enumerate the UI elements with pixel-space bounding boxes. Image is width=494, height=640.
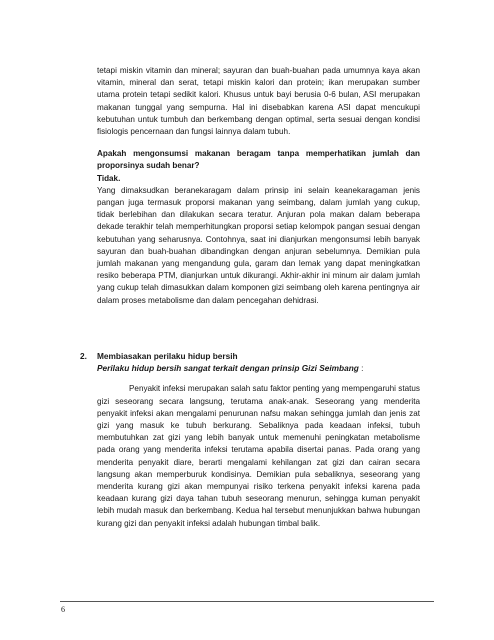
answer-heading: Tidak. <box>97 173 121 183</box>
section-heading <box>80 350 420 362</box>
section-subtitle <box>97 362 420 374</box>
numbered-section <box>80 350 420 530</box>
section-title: Membiasakan perilaku hidup bersih <box>97 351 238 361</box>
answer-paragraph: Yang dimaksudkan beranekaragam dalam prinsip ini selain keanekaragaman jenis pangan juga termasuk proporsi makanan yang seimbang, dalam jumlah yang cukup, tidak berlebihan dan dilakukan secara teratur. Anjuran pola makan dalam beberapa dekade terakhir telah memperhitungkan proporsi setiap kelompok pangan sesuai dengan kebutuhan yang seharusnya. Contohnya, saat ini dianjurkan mengonsumsi lebih banyak sayuran dan buah-buahan dibandingkan dengan anjuran sebelumnya. Demikian pula jumlah makanan yang mengandung gula, garam dan lemak yang dapat meningkatkan resiko beberapa PTM, dianjurkan untuk dikurangi. Akhir-akhir ini minum air dalam jumlah yang cukup telah dimasukkan dalam komponen gizi seimbang oleh karena pentingnya air dalam proses metabolisme dan dalam pencegahan dehidrasi. <box>97 185 420 305</box>
footer-rule <box>60 601 434 602</box>
page-number: 6 <box>61 605 65 614</box>
section-subtitle-text: Perilaku hidup bersih sangat terkait dengan prinsip Gizi Seimbang <box>97 363 359 374</box>
section-body-wrapper <box>97 383 420 529</box>
section-number: 2. <box>80 351 87 361</box>
main-content <box>97 65 420 307</box>
section-subtitle-suffix: : <box>358 363 364 374</box>
question-heading: Apakah mengonsumsi makanan beragam tanpa memperhatikan jumlah dan proporsinya sudah benar? <box>97 149 420 171</box>
section-body: Penyakit infeksi merupakan salah satu faktor penting yang mempengaruhi status gizi seseorang secara langsung, terutama anak-anak. Seseorang yang menderita penyakit infeksi akan mengalami penurunan nafsu makan sehingga jumlah dan jenis zat gizi yang masuk ke tubuh berkurang. Sebaliknya pada keadaan infeksi, tubuh membutuhkan zat gizi yang lebih banyak untuk memenuhi peningkatan metabolisme pada orang yang menderita infeksi terutama apabila disertai panas. Pada orang yang menderita penyakit diare, berarti mengalami kehilangan zat gizi dan cairan secara langsung akan memperburuk kondisinya. Demikian pula sebaliknya, seseorang yang menderita kurang gizi akan mempunyai risiko terkena penyakit infeksi karena pada keadaan kurang gizi daya tahan tubuh seseorang menurun, sehingga kuman penyakit lebih mudah masuk dan berkembang. Kedua hal tersebut menunjukkan bahwa hubungan kurang gizi dan penyakit infeksi adalah hubungan timbal balik. <box>97 384 420 528</box>
intro-paragraph: tetapi miskin vitamin dan mineral; sayuran dan buah-buahan pada umumnya kaya akan vitamin, mineral dan serat, tetapi miskin kalori dan protein; ikan merupakan sumber utama protein tetapi sedikit kalori. Khusus untuk bayi berusia 0-6 bulan, ASI merupakan makanan tunggal yang sempurna. Hal ini disebabkan karena ASI dapat mencukupi kebutuhan untuk tumbuh dan berkembang dengan optimal, serta sesuai dengan kondisi fisiologis pencernaan dan fungsi lainnya dalam tubuh. <box>97 66 420 137</box>
spacer <box>97 138 420 148</box>
